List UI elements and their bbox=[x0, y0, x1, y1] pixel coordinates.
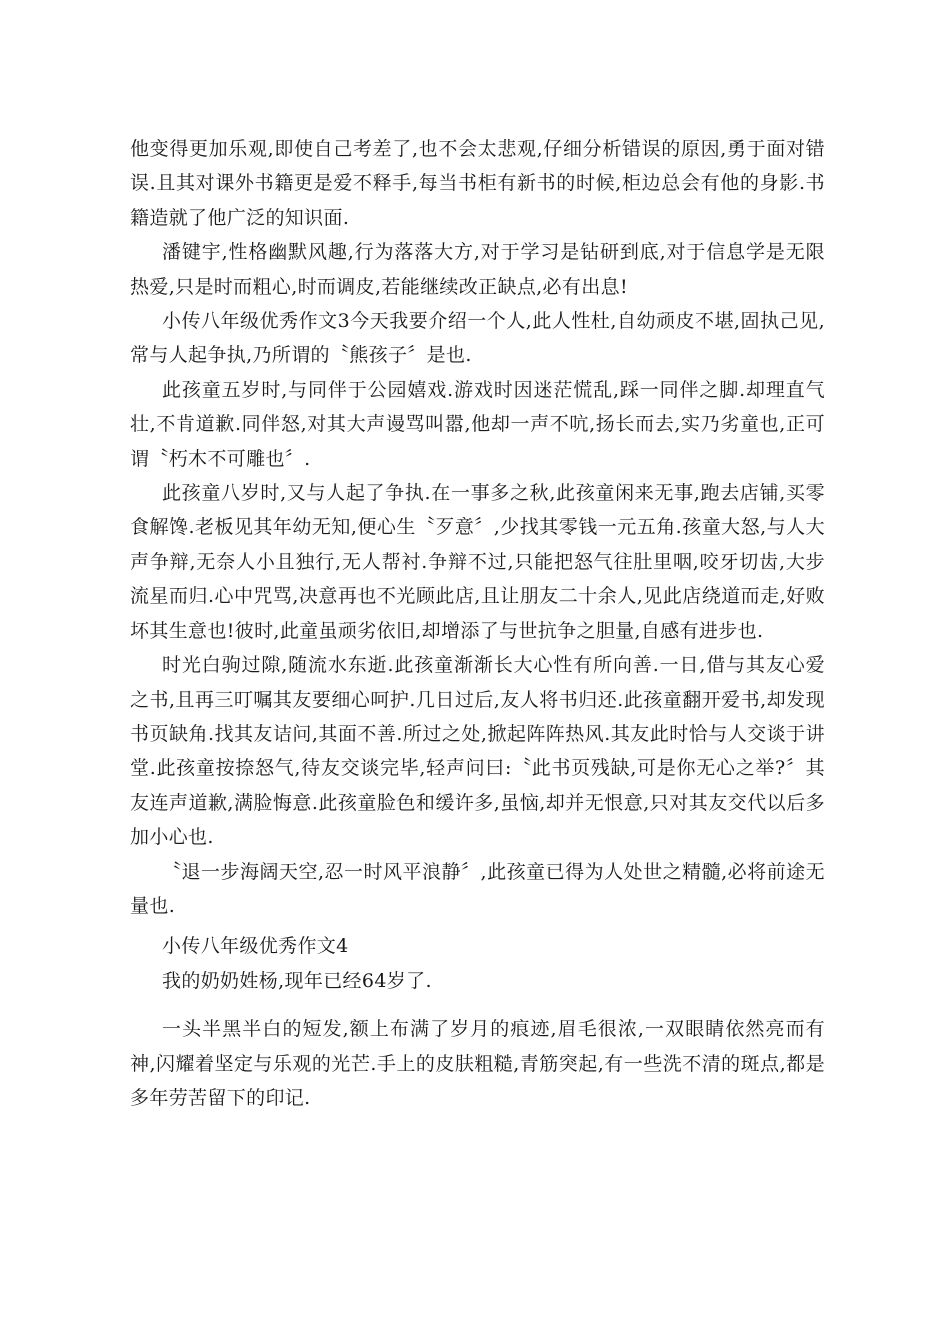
paragraph-conclusion: 〝退一步海阔天空,忍一时风平浪静〞,此孩童已得为人处世之精髓,必将前途无量也. bbox=[130, 860, 825, 917]
paragraph-pan-jianyu: 潘键宇,性格幽默风趣,行为落落大方,对于学习是钻研到底,对于信息学是无限热爱,只是时而粗心,时而调皮,若能继续改正缺点,必有出息! bbox=[130, 241, 825, 298]
paragraph-age-five: 此孩童五岁时,与同伴于公园嬉戏.游戏时因迷茫慌乱,踩一同伴之脚.却理直气壮,不肯道歉.同伴怒,对其大声谩骂叫嚣,他却一声不吭,扬长而去,实乃劣童也,正可谓〝朽木不可雕也〞. bbox=[130, 378, 825, 470]
spacer bbox=[130, 998, 825, 1012]
paragraph-age-eight: 此孩童八岁时,又与人起了争执.在一事多之秋,此孩童闲来无事,跑去店铺,买零食解馋.老板见其年幼无知,便心生〝歹意〞,少找其零钱一元五角.孩童大怒,与人大声争辩,无奈人小且独行,无人帮衬.争辩不过,只能把怒气往肚里咽,咬牙切齿,大步流星而归.心中咒骂,决意再也不光顾此店,且让朋友二十余人,见此店绕道而走,好败坏其生意也!彼时,此童虽顽劣依旧,却增添了与世抗争之胆量,自感有进步也. bbox=[130, 482, 825, 642]
paragraph-growing-up: 时光白驹过隙,随流水东逝.此孩童渐渐长大心性有所向善.一日,借与其友心爱之书,且再三叮嘱其友要细心呵护.几日过后,友人将书归还.此孩童翻开爱书,却发现书页缺角.找其友诘问,其面不善.所过之处,掀起阵阵热风.其友此时恰与人交谈于讲堂.此孩童按捺怒气,待友交谈完毕,轻声问曰:〝此书页残缺,可是你无心之举?〞其友连声道歉,满脸悔意.此孩童脸色和缓许多,虽恼,却并无恨意,只对其友交代以后多加小心也. bbox=[130, 654, 825, 849]
paragraph-continuation: 他变得更加乐观,即使自己考差了,也不会太悲观,仔细分析错误的原因,勇于面对错误.且其对课外书籍更是爱不释手,每当书柜有新书的时候,柜边总会有他的身影.书籍造就了他广泛的知识面. bbox=[130, 138, 825, 229]
document-body bbox=[130, 132, 825, 1115]
essay-4-intro: 我的奶奶姓杨,现年已经64岁了. bbox=[162, 969, 432, 992]
essay-4-heading: 小传八年级优秀作文4 bbox=[162, 935, 349, 958]
paragraph-essay-3-intro: 小传八年级优秀作文3今天我要介绍一个人,此人性杜,自幼顽皮不堪,固执己见,常与人起争执,乃所谓的〝熊孩子〞是也. bbox=[130, 310, 825, 367]
paragraph-grandma-description: 一头半黑半白的短发,额上布满了岁月的痕迹,眉毛很浓,一双眼睛依然亮而有神,闪耀着坚定与乐观的光芒.手上的皮肤粗糙,青筋突起,有一些洗不清的斑点,都是多年劳苦留下的印记. bbox=[130, 1018, 825, 1109]
